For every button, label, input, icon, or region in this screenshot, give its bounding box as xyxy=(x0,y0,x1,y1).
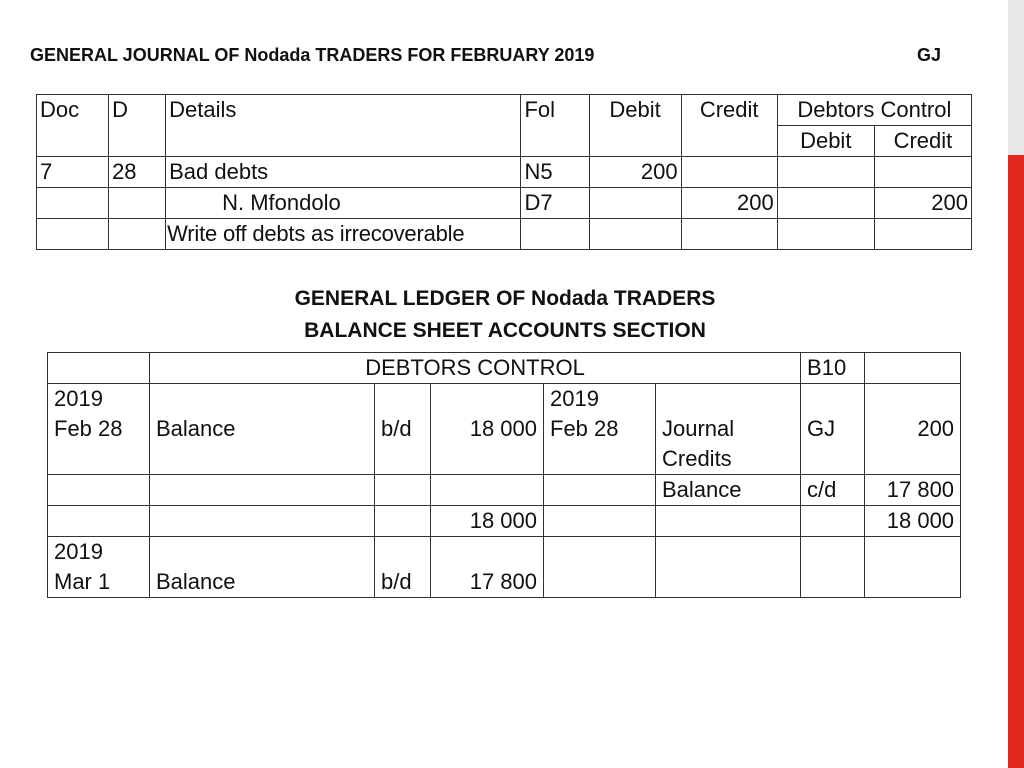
journal-control-debit xyxy=(777,157,874,188)
journal-title: GENERAL JOURNAL OF Nodada TRADERS FOR FEBRUARY 2019 xyxy=(30,45,595,65)
ledger-row xyxy=(48,384,961,475)
ledger-cr-fol: GJ xyxy=(801,384,865,475)
journal-credit xyxy=(681,219,777,250)
header-fol: Fol xyxy=(521,95,589,157)
ledger-cr-details-line2: Credits xyxy=(662,446,732,471)
ledger-cr-total: 18 000 xyxy=(865,506,961,537)
ledger-dr-fol: b/d xyxy=(375,537,431,598)
ledger-dr-amount: 18 000 xyxy=(431,384,544,475)
journal-row xyxy=(37,219,972,250)
ledger-cr-fol: c/d xyxy=(801,475,865,506)
ledger-dr-year: 2019 xyxy=(54,539,103,564)
header-debtors-control: Debtors Control xyxy=(777,95,971,126)
ledger-cr-amount: 200 xyxy=(865,384,961,475)
ledger-cr-details-line1: Journal xyxy=(662,416,735,441)
ledger-cr-details xyxy=(656,384,801,475)
ledger-empty-cell xyxy=(150,506,375,537)
journal-fol: D7 xyxy=(521,188,589,219)
journal-credit: 200 xyxy=(681,188,777,219)
ledger-empty-cell xyxy=(544,506,656,537)
ledger-account-name: DEBTORS CONTROL xyxy=(150,353,801,384)
ledger-empty-cell xyxy=(48,506,150,537)
ledger-header-row xyxy=(48,353,961,384)
ledger-cr-date xyxy=(544,384,656,475)
ledger-header-blank xyxy=(48,353,150,384)
journal-day xyxy=(109,219,166,250)
ledger-dr-details: Balance xyxy=(150,384,375,475)
ledger-empty-cell xyxy=(375,475,431,506)
ledger-dr-amount: 17 800 xyxy=(431,537,544,598)
ledger-cr-year: 2019 xyxy=(550,386,599,411)
header-details: Details xyxy=(166,95,521,157)
journal-debit: 200 xyxy=(589,157,681,188)
ledger-empty-cell xyxy=(656,537,801,598)
journal-details: Write off debts as irrecoverable xyxy=(166,219,521,250)
journal-details: N. Mfondolo xyxy=(166,188,521,219)
ledger-cr-day: Feb 28 xyxy=(550,416,619,441)
journal-fol: N5 xyxy=(521,157,589,188)
journal-debit xyxy=(589,219,681,250)
ledger-empty-cell xyxy=(544,475,656,506)
ledger-empty-cell xyxy=(656,506,801,537)
ledger-row xyxy=(48,475,961,506)
ledger-title: GENERAL LEDGER OF Nodada TRADERS xyxy=(294,287,716,310)
ledger-account-code: B10 xyxy=(801,353,865,384)
slide-edge-bar xyxy=(1008,0,1024,155)
ledger-dr-date xyxy=(48,384,150,475)
ledger-empty-cell xyxy=(150,475,375,506)
journal-day xyxy=(109,188,166,219)
ledger-dr-year: 2019 xyxy=(54,386,103,411)
journal-debit xyxy=(589,188,681,219)
ledger-dr-day: Feb 28 xyxy=(54,416,123,441)
ledger-cr-amount: 17 800 xyxy=(865,475,961,506)
ledger-cr-details: Balance xyxy=(656,475,801,506)
slide-accent-bar xyxy=(1008,155,1024,768)
journal-doc xyxy=(37,188,109,219)
journal-day: 28 xyxy=(109,157,166,188)
journal-row xyxy=(37,188,972,219)
journal-fol xyxy=(521,219,589,250)
ledger-dr-date xyxy=(48,537,150,598)
debtors-control-ledger xyxy=(47,352,961,598)
ledger-empty-cell xyxy=(544,537,656,598)
ledger-dr-fol: b/d xyxy=(375,384,431,475)
header-debit: Debit xyxy=(589,95,681,157)
journal-code: GJ xyxy=(917,45,942,65)
header-credit: Credit xyxy=(681,95,777,157)
journal-doc: 7 xyxy=(37,157,109,188)
journal-doc xyxy=(37,219,109,250)
journal-row xyxy=(37,157,972,188)
ledger-dr-total: 18 000 xyxy=(431,506,544,537)
ledger-subtitle: BALANCE SHEET ACCOUNTS SECTION xyxy=(304,319,706,342)
journal-control-credit xyxy=(874,219,971,250)
journal-control-credit xyxy=(874,157,971,188)
ledger-empty-cell xyxy=(801,506,865,537)
ledger-empty-cell xyxy=(48,475,150,506)
header-control-debit: Debit xyxy=(777,126,874,157)
journal-control-debit xyxy=(777,219,874,250)
journal-header-row xyxy=(37,95,972,126)
header-control-credit: Credit xyxy=(874,126,971,157)
journal-control-credit: 200 xyxy=(874,188,971,219)
ledger-header-blank xyxy=(865,353,961,384)
journal-credit xyxy=(681,157,777,188)
ledger-totals-row xyxy=(48,506,961,537)
ledger-empty-cell xyxy=(431,475,544,506)
general-journal-table xyxy=(36,94,972,250)
journal-control-debit xyxy=(777,188,874,219)
journal-details: Bad debts xyxy=(166,157,521,188)
ledger-dr-day: Mar 1 xyxy=(54,569,111,594)
ledger-empty-cell xyxy=(801,537,865,598)
ledger-dr-details: Balance xyxy=(150,537,375,598)
ledger-row xyxy=(48,537,961,598)
header-doc: Doc xyxy=(37,95,109,157)
ledger-empty-cell xyxy=(375,506,431,537)
ledger-empty-cell xyxy=(865,537,961,598)
header-day: D xyxy=(109,95,166,157)
